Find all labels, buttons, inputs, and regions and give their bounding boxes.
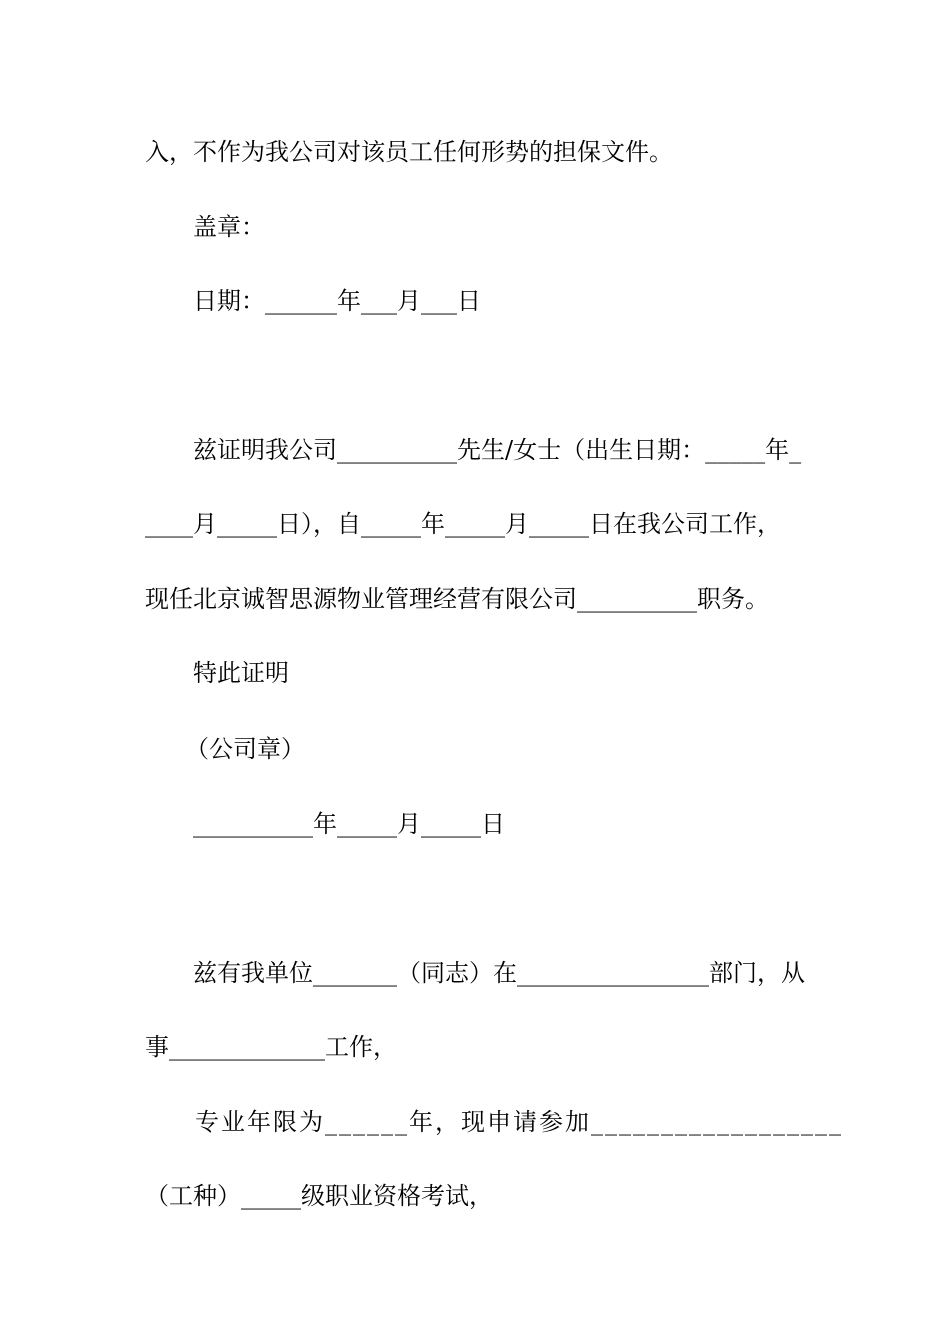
date-line: 日期：______年___月___日	[193, 287, 481, 315]
certificate-line-1: 兹证明我公司__________先生/女士（出生日期：_____年_	[193, 436, 802, 464]
seal-label: 盖章：	[193, 213, 265, 241]
company-seal: （公司章）	[185, 735, 305, 763]
certificate-line-2: ____月_____日），自_____年_____月_____日在我公司工作，	[145, 510, 781, 538]
text-line-1: 入，不作为我公司对该员工任何形势的担保文件。	[145, 138, 673, 166]
certificate-line-3: 现任北京诚智思源物业管理经营有限公司__________职务。	[145, 585, 769, 613]
hereby-certify: 特此证明	[193, 659, 289, 687]
application-line-2: 事_____________工作，	[145, 1033, 397, 1061]
application-line-4: （工种）_____级职业资格考试，	[145, 1182, 493, 1210]
signature-date: __________年_____月_____日	[193, 810, 505, 838]
application-line-1: 兹有我单位_______（同志）在________________部门，从	[193, 959, 805, 987]
application-line-3: 专业年限为______年，现申请参加__________________	[195, 1108, 843, 1136]
